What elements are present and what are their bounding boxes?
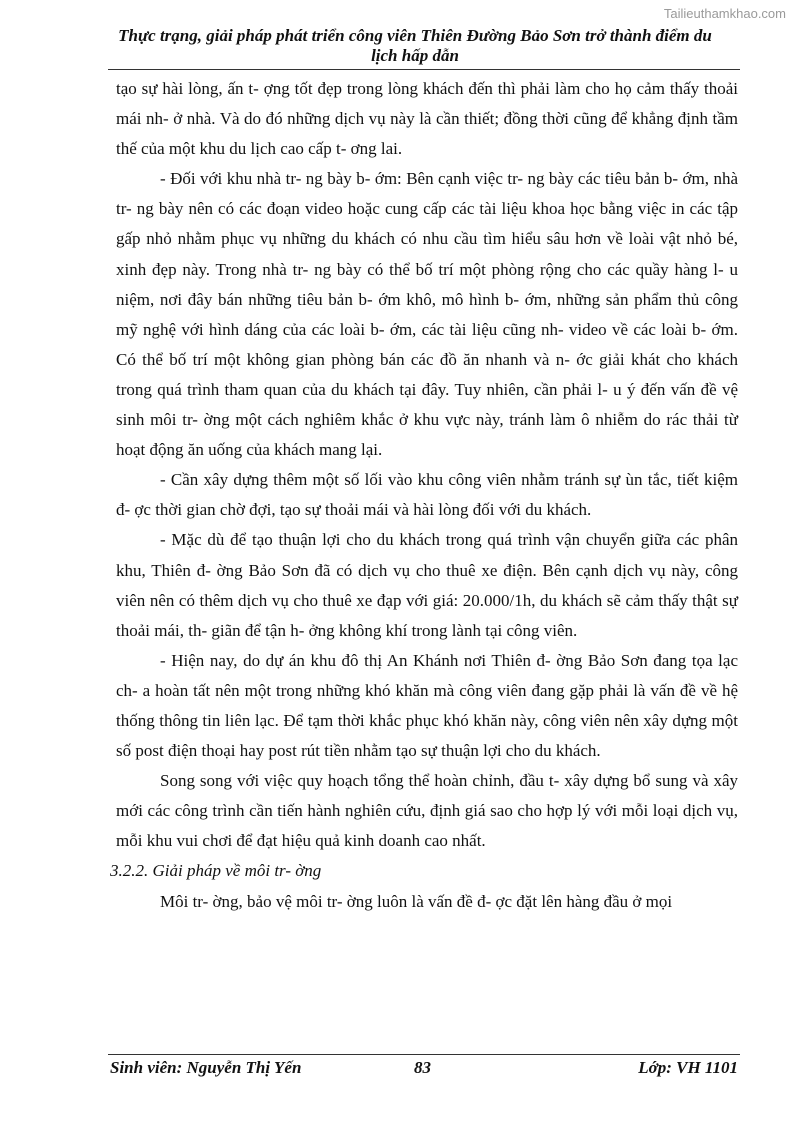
- body-paragraph: - Mặc dù để tạo thuận lợi cho du khách trong quá trình vận chuyển giữa các phân khu, Thiên đ- ờng Bảo Sơn đã có dịch vụ cho thuê xe điện. Bên cạnh dịch vụ này, công viên nên có thêm dịch vụ cho thuê xe đạp với giá: 20.000/1h, du khách sẽ cảm thấy thật sự thoải mái, th- giãn để tận h- ởng không khí trong lành tại công viên.: [116, 530, 738, 640]
- body-paragraph: tạo sự hài lòng, ấn t- ợng tốt đẹp trong lòng khách đến thì phải làm cho họ cảm thấy thoải mái nh- ở nhà. Và do đó những dịch vụ này là cần thiết; đồng thời cũng để khẳng định tầm thế của một khu du lịch cao cấp t- ơng lai.: [116, 79, 738, 159]
- page-header-title: Thực trạng, giải pháp phát triển công viên Thiên Đường Bảo Sơn trở thành điểm du lịch hấp dẫn: [118, 26, 712, 65]
- body-paragraph: - Cần xây dựng thêm một số lối vào khu công viên nhằm tránh sự ùn tắc, tiết kiệm đ- ợc thời gian chờ đợi, tạo sự thoải mái và hài lòng đối với du khách.: [116, 470, 738, 520]
- body-paragraph: Môi tr- ờng, bảo vệ môi tr- ờng luôn là vấn đề đ- ợc đặt lên hàng đầu ở mọi: [160, 891, 673, 911]
- page-body: [110, 74, 738, 917]
- page-number: 83: [414, 1058, 431, 1077]
- section-heading: 3.2.2. Giải pháp về môi tr- ờng: [110, 861, 322, 881]
- body-paragraph: - Hiện nay, do dự án khu đô thị An Khánh nơi Thiên đ- ờng Bảo Sơn đang tọa lạc ch- a hoàn tất nên một trong những khó khăn mà công viên đang gặp phải là vấn đề về hệ thống thông tin liên lạc. Để tạm thời khắc phục khó khăn này, công viên nên xây dựng một số post điện thoại hay post rút tiền nhằm tạo sự thuận lợi cho du khách.: [116, 650, 738, 761]
- body-paragraph: Song song với việc quy hoạch tổng thể hoàn chỉnh, đầu t- xây dựng bổ sung và xây mới các công trình cần tiến hành nghiên cứu, định giá sao cho hợp lý với mỗi loại dịch vụ, mỗi khu vui chơi để đạt hiệu quả kinh doanh cao nhất.: [116, 771, 738, 851]
- watermark: Tailieuthamkhao.com: [663, 6, 786, 21]
- footer-student-name: Sinh viên: Nguyễn Thị Yến: [110, 1058, 302, 1077]
- header-divider: [108, 69, 740, 70]
- body-paragraph: - Đối với khu nhà tr- ng bày b- ớm: Bên cạnh việc tr- ng bày các tiêu bản b- ớm, nhà tr- ng bày nên có các đoạn video hoặc cung cấp các tài liệu khoa học bằng việc in các tập gấp nhỏ nhằm phục vụ những du khách có nhu cầu tìm hiểu sâu hơn về loài vật nhỏ bé, xinh đẹp này. Trong nhà tr- ng bày có thể bố trí một phòng rộng cho các quầy hàng l- u niệm, nơi đây bán những tiêu bản b- ớm khô, mô hình b- ớm, những sản phẩm thủ công mỹ nghệ với hình dáng của các loài b- ớm, các tài liệu cũng nh- video về các loài b- ớm. Có thể bố trí một không gian phòng bán các đồ ăn nhanh và n- ớc giải khát cho khách trong quá trình tham quan của du khách tại đây. Tuy nhiên, cần phải l- u ý đến vấn đề vệ sinh môi tr- ờng một cách nghiêm khắc ở khu vực này, tránh làm ô nhiễm do rác thải từ hoạt động ăn uống của khách mang lại.: [116, 169, 738, 460]
- page-footer: [110, 1058, 738, 1082]
- footer-class-label: Lớp: VH 1101: [638, 1058, 738, 1077]
- footer-divider: [108, 1054, 740, 1055]
